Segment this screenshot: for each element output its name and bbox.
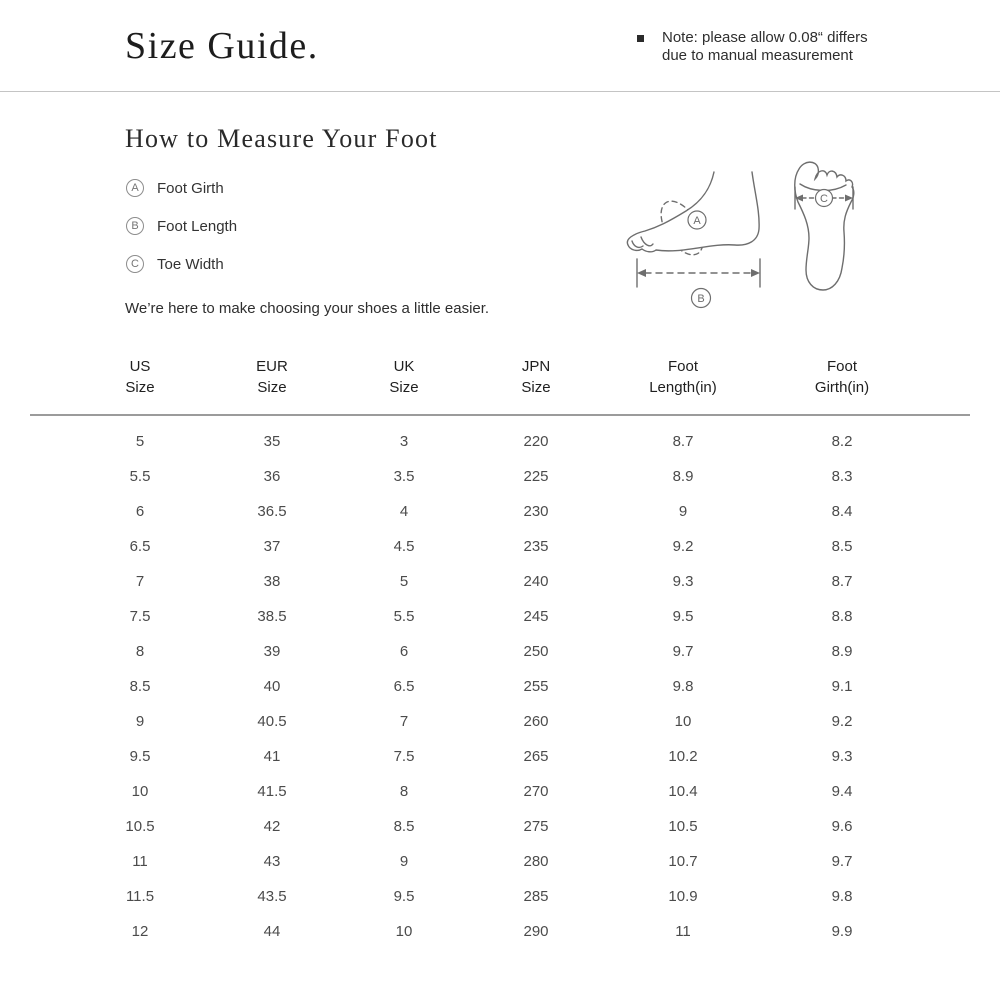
circle-c-icon: C [126,255,144,273]
legend-item-foot-girth [126,179,237,197]
table-cell: 5 [399,572,409,590]
table-cell: 40 [263,677,281,695]
table-cell: 10.4 [668,782,698,800]
column-header [558,356,808,398]
table-cell: 10.7 [668,852,698,870]
table-cell: 10.9 [668,887,698,905]
table-cell: 8.5 [129,677,151,695]
table-cell: 265 [523,747,549,765]
table-cell: 36.5 [257,502,287,520]
table-cell: 8 [135,642,145,660]
table-cell: 43.5 [257,887,287,905]
table-cell: 41.5 [257,782,287,800]
arrow-right-icon [751,269,760,277]
column-header-line: Size [257,379,287,396]
table-cell: 7.5 [129,607,151,625]
table-cell: 40.5 [257,712,287,730]
column-header-line: Size [521,379,551,396]
table-cell: 8.9 [831,642,853,660]
table-cell: 38 [263,572,281,590]
column-header-line: Foot [826,358,857,375]
column-header-line: UK [393,358,415,375]
table-cell: 250 [523,642,549,660]
measurement-note [637,29,868,65]
table-cell: 3 [399,432,409,450]
column-header-line: US [129,358,151,375]
table-cell: 12 [131,922,149,940]
table-cell: 5 [135,432,145,450]
table-cell: 5.5 [129,467,151,485]
column-header [294,356,514,398]
table-cell: 9.1 [831,677,853,695]
table-row [30,914,970,949]
arrow-left-icon [637,269,646,277]
table-cell: 220 [523,432,549,450]
table-cell: 41 [263,747,281,765]
table-cell: 8.8 [831,607,853,625]
table-row [30,599,970,634]
table-cell: 10.5 [668,817,698,835]
legend-label: Toe Width [157,255,224,273]
table-row [30,494,970,529]
diagram-girth-label: A [693,215,701,227]
table-cell: 7.5 [393,747,415,765]
table-cell: 9.5 [393,887,415,905]
table-cell: 39 [263,642,281,660]
legend-item-foot-length [126,217,237,235]
table-cell: 7 [135,572,145,590]
table-cell: 225 [523,467,549,485]
table-cell: 9.5 [672,607,694,625]
top-divider [0,91,1000,92]
column-header-line: EUR [256,358,288,375]
table-cell: 9.7 [831,852,853,870]
table-cell: 5.5 [393,607,415,625]
table-row [30,529,970,564]
table-row [30,459,970,494]
table-row [30,879,970,914]
section-heading: How to Measure Your Foot [125,124,438,153]
size-table-header [30,356,970,398]
measure-legend [126,179,237,293]
foot-sole-diagram-icon [780,150,890,310]
column-header [250,356,294,398]
foot-side-diagram-icon [618,150,790,310]
table-cell: 3.5 [393,467,415,485]
diagram-length-label: B [697,293,705,305]
column-header-line: Size [125,379,155,396]
table-cell: 8.5 [831,537,853,555]
square-bullet-icon [637,35,644,42]
table-cell: 230 [523,502,549,520]
circle-b-icon: B [126,217,144,235]
table-cell: 36 [263,467,281,485]
table-cell: 9.8 [672,677,694,695]
note-line-1: Note: please allow 0.08“ differs [662,29,868,46]
table-cell: 8.3 [831,467,853,485]
column-header-line: Girth(in) [814,379,870,396]
table-cell: 270 [523,782,549,800]
table-row [30,844,970,879]
table-cell: 8.5 [393,817,415,835]
table-cell: 37 [263,537,281,555]
table-cell: 4 [399,502,409,520]
table-cell: 8 [399,782,409,800]
table-row [30,774,970,809]
table-cell: 9 [678,502,688,520]
table-cell: 7 [399,712,409,730]
table-cell: 44 [263,922,281,940]
table-cell: 9.5 [129,747,151,765]
table-row [30,704,970,739]
table-cell: 9.4 [831,782,853,800]
table-cell: 9.9 [831,922,853,940]
table-cell: 6.5 [129,537,151,555]
circle-a-icon: A [126,179,144,197]
table-cell: 280 [523,852,549,870]
diagram-toe-width-label: C [820,193,828,205]
table-row [30,809,970,844]
column-header [30,356,250,398]
table-cell: 9.2 [672,537,694,555]
table-row [30,634,970,669]
table-cell: 9.3 [672,572,694,590]
table-cell: 11.5 [125,887,155,905]
table-cell: 42 [263,817,281,835]
table-cell: 8.7 [831,572,853,590]
table-cell: 235 [523,537,549,555]
table-cell: 290 [523,922,549,940]
table-cell: 9.8 [831,887,853,905]
table-cell: 11 [675,922,691,940]
table-cell: 275 [523,817,549,835]
table-cell: 11 [132,852,148,870]
table-row [30,739,970,774]
table-cell: 35 [263,432,281,450]
table-cell: 8.9 [672,467,694,485]
table-cell: 245 [523,607,549,625]
size-table [30,356,970,949]
table-cell: 8.2 [831,432,853,450]
table-row [30,564,970,599]
table-cell: 6.5 [393,677,415,695]
table-cell: 9 [399,852,409,870]
legend-label: Foot Girth [157,179,224,197]
column-header [808,356,876,398]
column-header-line: Size [389,379,419,396]
table-cell: 4.5 [393,537,415,555]
table-cell: 43 [263,852,281,870]
table-cell: 285 [523,887,549,905]
table-cell: 260 [523,712,549,730]
table-cell: 9.2 [831,712,853,730]
column-header [514,356,558,398]
table-cell: 10 [131,782,149,800]
note-line-2: due to manual measurement [662,47,853,64]
column-header-line: JPN [521,358,551,375]
size-table-body [30,416,970,949]
table-cell: 6 [399,642,409,660]
page-title: Size Guide. [125,25,319,67]
table-row [30,669,970,704]
footprint-outline [795,162,854,290]
legend-item-toe-width [126,255,237,273]
column-header-line: Foot [667,358,698,375]
table-cell: 9.6 [831,817,853,835]
table-cell: 6 [135,502,145,520]
table-cell: 10 [395,922,413,940]
legend-label: Foot Length [157,217,238,235]
tagline: We’re here to make choosing your shoes a little easier. [125,300,490,317]
column-header-line: Length(in) [649,379,717,396]
table-cell: 9 [135,712,145,730]
table-cell: 9.3 [831,747,853,765]
table-row [30,424,970,459]
table-cell: 38.5 [257,607,287,625]
table-cell: 8.7 [672,432,694,450]
table-cell: 255 [523,677,549,695]
table-cell: 10.5 [125,817,155,835]
table-cell: 9.7 [672,642,694,660]
table-cell: 10.2 [668,747,698,765]
table-cell: 8.4 [831,502,853,520]
table-cell: 240 [523,572,549,590]
table-cell: 10 [674,712,692,730]
